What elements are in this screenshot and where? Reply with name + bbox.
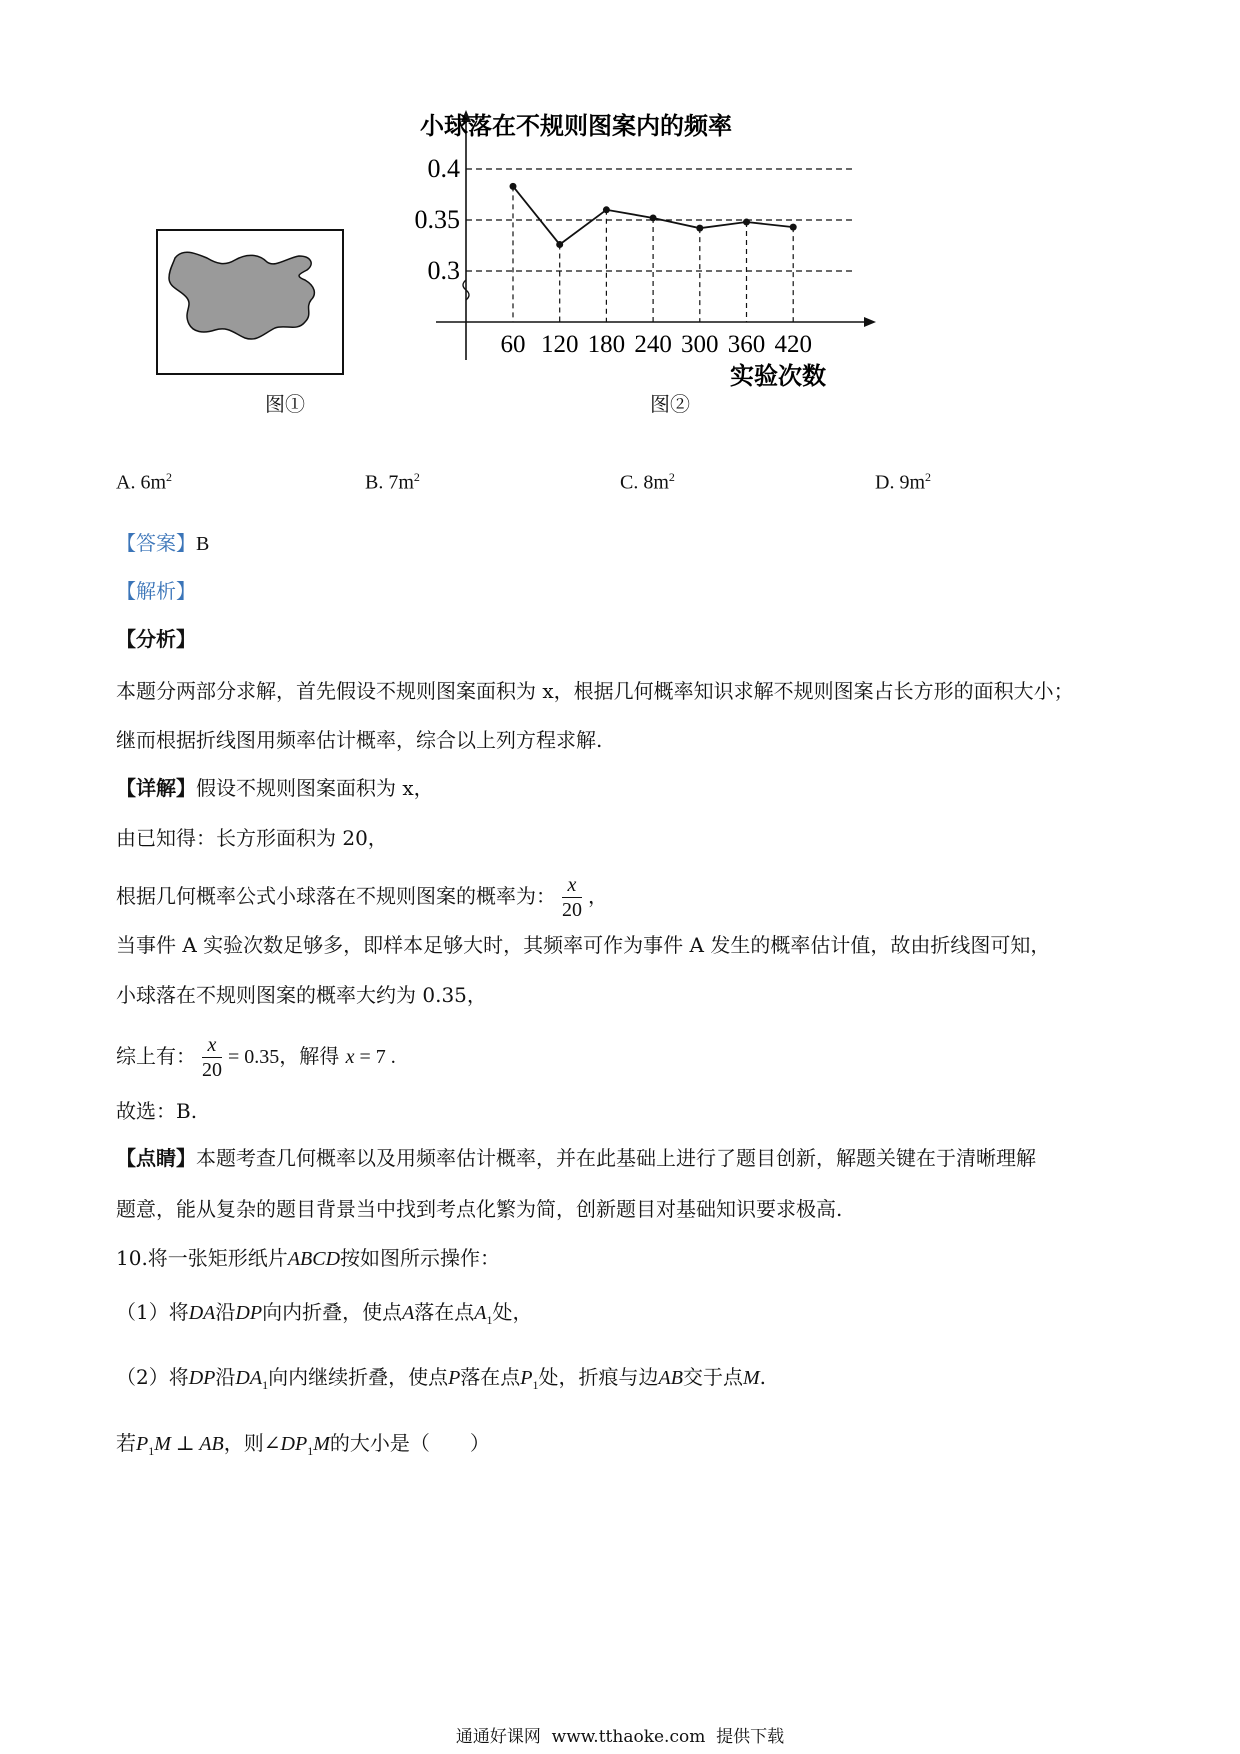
- data-point: [743, 219, 750, 226]
- analysis-label: 【解析】: [116, 579, 196, 603]
- irregular-shape-figure: [155, 228, 345, 378]
- step2-a: （2）将: [116, 1365, 189, 1389]
- cond-c: 的大小是（ ）: [329, 1431, 490, 1455]
- option-b: [365, 470, 420, 495]
- q10-intro: [116, 1243, 500, 1274]
- option-d: [875, 470, 931, 495]
- data-point: [650, 214, 657, 221]
- probability-fraction: [562, 873, 582, 922]
- cond-sub1: 1: [148, 1444, 155, 1458]
- chart-title: 小球落在不规则图案内的频率: [420, 111, 732, 140]
- step2-g: .: [759, 1365, 766, 1389]
- option-b-value: 7m: [388, 471, 414, 494]
- step2-d: 落在点: [460, 1365, 521, 1389]
- dianjing-label: 【点睛】: [116, 1146, 196, 1170]
- figure-1: [155, 228, 345, 378]
- fraction-numerator: x: [562, 873, 582, 898]
- detail-line-1: [116, 773, 434, 803]
- solution-variable: x: [345, 1046, 355, 1068]
- option-c-value: 8m: [643, 471, 669, 494]
- x-tick-label: 60: [500, 331, 526, 358]
- data-point: [556, 241, 563, 248]
- step1-m4: A: [474, 1302, 487, 1324]
- detail-label: 【详解】: [116, 776, 196, 800]
- figure-2-caption: 图②: [650, 392, 690, 416]
- x-tick-label: 120: [540, 331, 579, 358]
- step2-m2: DA: [235, 1367, 263, 1389]
- step2-f: 交于点: [682, 1365, 743, 1389]
- dianjing-line-2: 题意，能从复杂的题目背景当中找到考点化繁为简，创新题目对基础知识要求极高.: [116, 1197, 843, 1221]
- option-b-sup: 2: [413, 470, 420, 484]
- option-a-letter: A.: [116, 471, 136, 494]
- detail-line-4: 当事件 A 实验次数足够多，即样本足够大时，其频率可作为事件 A 发生的概率估计值，故由折线图可知，: [116, 933, 1051, 957]
- step2-sub4: 1: [532, 1378, 539, 1392]
- answer-value: B: [196, 533, 210, 555]
- q10-rect-name: ABCD: [287, 1248, 341, 1270]
- option-d-value: 9m: [899, 471, 926, 494]
- step1-sub4: 1: [486, 1313, 493, 1327]
- q10-step-1: [116, 1297, 533, 1335]
- option-d-letter: D.: [875, 471, 895, 494]
- option-b-letter: B.: [365, 471, 384, 494]
- step2-m3: P: [448, 1367, 461, 1389]
- q10-condition: [116, 1428, 490, 1466]
- detail-line-3: [116, 866, 608, 926]
- step1-c: 向内折叠，使点: [262, 1300, 403, 1324]
- step1-b: 沿: [215, 1300, 236, 1324]
- x-tick-label: 240: [634, 331, 672, 358]
- figure-2-chart: [400, 110, 880, 390]
- detail-line-5: 小球落在不规则图案的概率大约为 0.35，: [116, 983, 487, 1007]
- q10-step-2: [116, 1362, 766, 1400]
- x-tick-label: 300: [681, 331, 719, 358]
- step1-m3: A: [402, 1302, 415, 1324]
- x-axis-arrow: [864, 317, 876, 327]
- step2-b: 沿: [215, 1365, 236, 1389]
- option-c: [620, 470, 675, 495]
- x-axis-label: 实验次数: [730, 361, 826, 390]
- page-footer: 通通好课网 www.tthaoke.com 提供下载: [455, 1727, 785, 1747]
- detail-line-7: 故选：B.: [116, 1099, 198, 1123]
- y-tick-label: 0.3: [427, 256, 460, 285]
- step1-a: （1）将: [116, 1300, 189, 1324]
- data-point: [510, 183, 517, 190]
- step2-m4: P: [520, 1367, 533, 1389]
- data-point: [790, 224, 797, 231]
- cond-sub3: 1: [307, 1444, 314, 1458]
- answer-line: [116, 528, 209, 559]
- option-c-letter: C.: [620, 471, 639, 494]
- step2-sub2: 1: [262, 1378, 269, 1392]
- data-point: [696, 225, 703, 232]
- fenxi-text-1: 本题分两部分求解，首先假设不规则图案面积为 x，根据几何概率知识求解不规则图案占长方形的面积大小；: [116, 679, 1074, 703]
- detail-text-6-pre: 综上有：: [116, 1044, 196, 1068]
- step1-e: 处，: [492, 1300, 533, 1324]
- step1-d: 落在点: [414, 1300, 475, 1324]
- equation-fraction: [202, 1033, 222, 1082]
- y-tick-label: 0.35: [414, 205, 460, 234]
- solution-result: = 7 .: [354, 1046, 396, 1068]
- cond-m3: ∠DP: [263, 1433, 308, 1455]
- x-tick-label: 360: [727, 331, 766, 358]
- option-a: [116, 470, 172, 495]
- y-tick-label: 0.4: [427, 154, 460, 183]
- fraction-denominator: 20: [562, 899, 582, 921]
- step1-m2: DP: [235, 1302, 263, 1324]
- equation-rhs: = 0.35: [228, 1046, 280, 1068]
- option-d-sup: 2: [925, 470, 932, 484]
- step2-m6: M: [742, 1367, 760, 1389]
- frequency-line-chart: [400, 110, 880, 390]
- detail-text-1: 假设不规则图案面积为 x，: [196, 776, 434, 800]
- detail-line-6: [116, 1026, 396, 1087]
- cond-a: 若: [116, 1431, 136, 1455]
- fenxi-label: 【分析】: [116, 627, 196, 651]
- cond-m1: P: [136, 1433, 149, 1455]
- x-tick-label: 180: [587, 331, 626, 358]
- detail-line-2: 由已知得：长方形面积为 20，: [116, 826, 388, 850]
- q10-intro-pre: 10.将一张矩形纸片: [116, 1246, 288, 1270]
- step1-m1: DA: [188, 1302, 216, 1324]
- x-tick-label: 420: [774, 331, 812, 358]
- step2-m5: AB: [658, 1367, 683, 1389]
- cond-m2: M ⊥ AB: [154, 1433, 224, 1455]
- equation-numerator: x: [202, 1033, 222, 1058]
- irregular-pattern: [169, 252, 314, 339]
- answer-label: 【答案】: [116, 531, 196, 555]
- dianjing-line-1: [116, 1143, 1036, 1173]
- data-point: [603, 206, 610, 213]
- detail-text-6-mid: ，解得: [279, 1044, 340, 1068]
- figure-1-caption: 图①: [265, 392, 305, 416]
- fenxi-text-2: 继而根据折线图用频率估计概率，综合以上列方程求解.: [116, 728, 603, 752]
- detail-text-3-post: ，: [588, 884, 608, 908]
- step2-m1: DP: [188, 1367, 216, 1389]
- dianjing-text-1: 本题考查几何概率以及用频率估计概率，并在此基础上进行了题目创新，解题关键在于清晰理解: [196, 1146, 1036, 1170]
- equation-denominator: 20: [202, 1059, 222, 1081]
- option-a-sup: 2: [166, 470, 173, 484]
- cond-m4: M: [313, 1433, 330, 1455]
- cond-b: ，则: [223, 1431, 264, 1455]
- option-c-sup: 2: [668, 470, 675, 484]
- detail-text-3: 根据几何概率公式小球落在不规则图案的概率为：: [116, 884, 556, 908]
- q10-intro-post: 按如图所示操作：: [340, 1246, 501, 1270]
- option-a-value: 6m: [140, 471, 167, 494]
- step2-e: 处，折痕与边: [538, 1365, 659, 1389]
- step2-c: 向内继续折叠，使点: [268, 1365, 449, 1389]
